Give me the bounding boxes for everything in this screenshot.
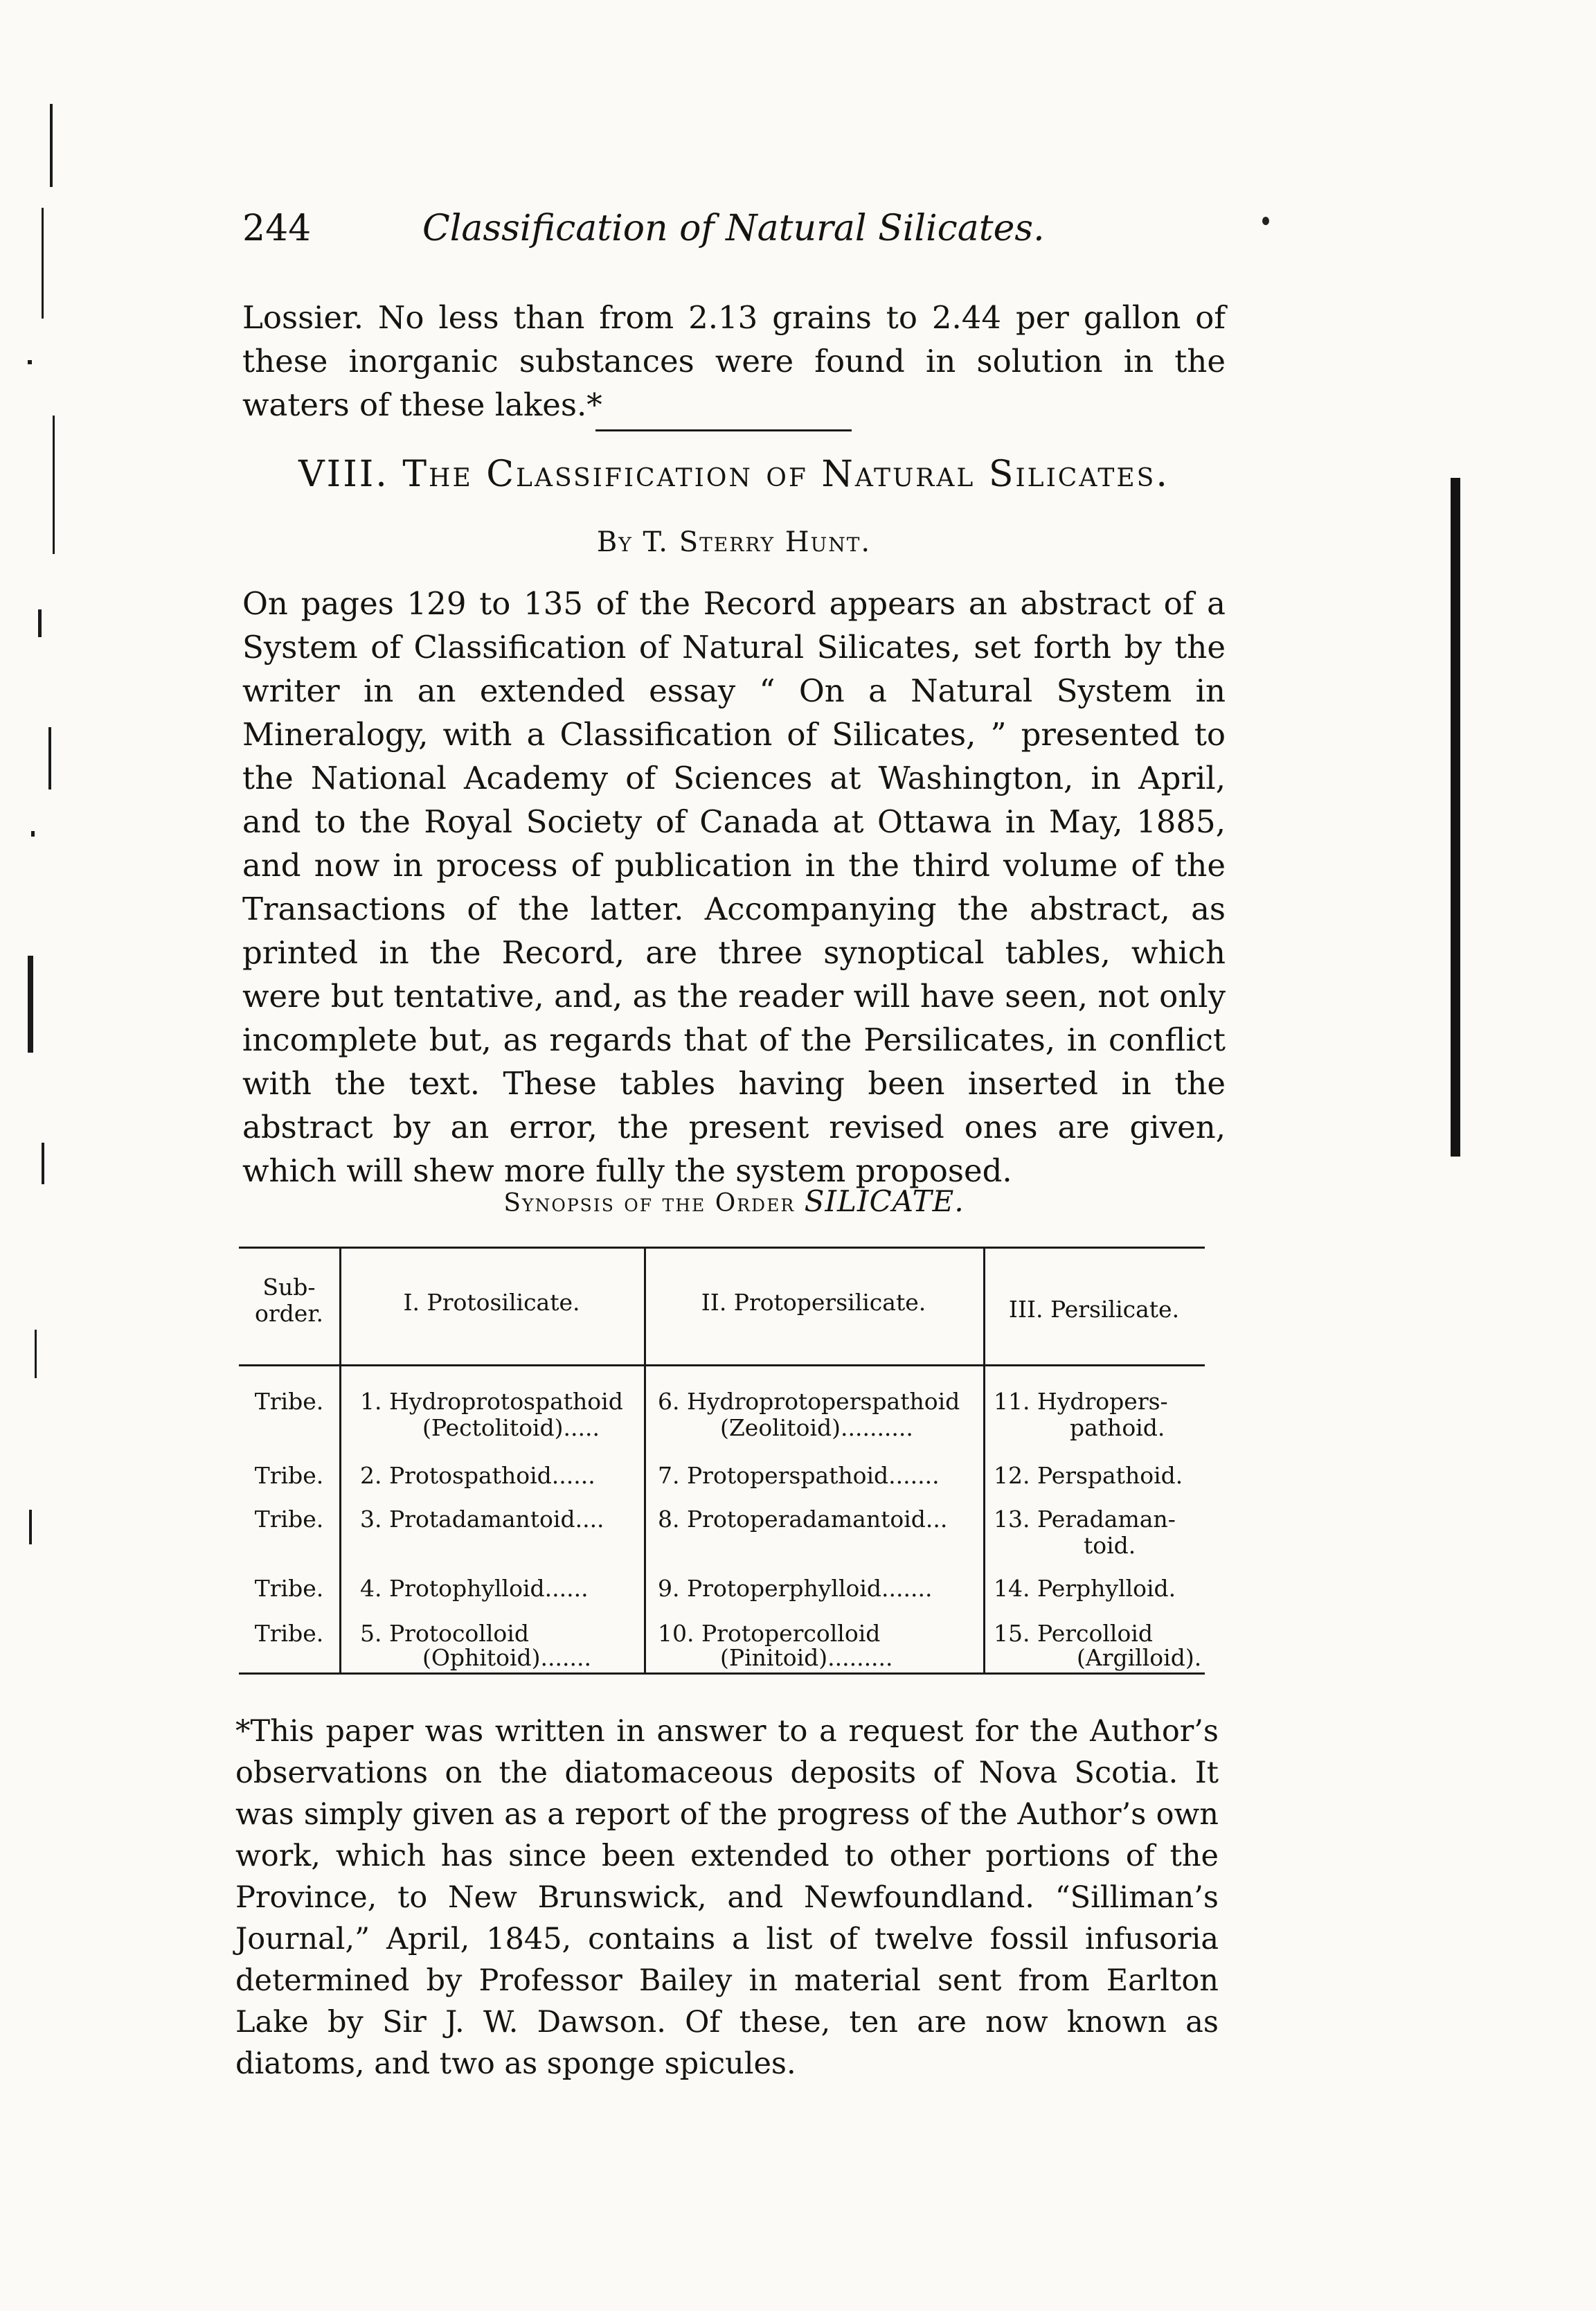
protosilicate-cell — [360, 1389, 623, 1441]
header-protosilicate: I. Protosilicate. — [403, 1289, 580, 1316]
persilicate-cell: 14. Perphylloid. — [994, 1575, 1176, 1602]
page-number: 244 — [242, 208, 312, 249]
protosilicate-cell: 3. Protadamantoid.... — [360, 1506, 604, 1533]
byline: By T. Sterry Hunt. — [596, 526, 872, 558]
persilicate-cell — [994, 1621, 1201, 1669]
persilicate-cell — [994, 1506, 1176, 1559]
header-protopersilicate: II. Protopersilicate. — [701, 1289, 926, 1316]
margin-bar — [1451, 478, 1460, 1157]
section-title: VIII. The Classification of Natural Silicates. — [298, 454, 1169, 495]
cell-subline: pathoid. — [1070, 1414, 1165, 1441]
cell-line: 6. Hydroprotoperspathoid — [658, 1388, 960, 1415]
synopsis-title — [242, 1184, 1226, 1218]
cell-line: 10. Protopercolloid — [658, 1620, 881, 1647]
row-label: Tribe. — [254, 1620, 324, 1647]
cell-subline: (Ophitoid)....... — [422, 1644, 591, 1671]
protopersilicate-cell: 8. Protoperadamantoid... — [658, 1506, 948, 1533]
header-persilicate: III. Persilicate. — [1008, 1296, 1180, 1323]
body-paragraph: On pages 129 to 135 of the Record appears an abstract of a System of Classification of Natural Silicates, set forth by the writer in an extended essay “ On a Natural System in Mineralogy, with a Classification of Silicates, ” presented to the National Academy of Sciences at Washington, in April, and to the Royal Society of Canada at Ottawa in May, 1885, and now in process of publication in the third volume of the Transactions of the latter. Accompanying the abstract, as printed in the Record, are three synoptical tables, which were but tentative, and, as the reader will have seen, not only incomplete but, as regards that of the Persilicates, in conflict with the text. These tables having been inserted in the abstract by an error, the present revised ones are given, which will shew more fully the system proposed. — [242, 585, 1226, 1189]
table-bottom-rule — [239, 1672, 1205, 1675]
cell-line: 11. Hydropers- — [994, 1388, 1168, 1415]
synopsis-table — [239, 1247, 1205, 1675]
protopersilicate-cell: 9. Protoperphylloid....... — [658, 1575, 933, 1602]
ink-dot — [1262, 217, 1269, 225]
running-title: Classification of Natural Silicates. — [422, 208, 1045, 249]
synopsis-title-order: SILICATE. — [804, 1184, 965, 1218]
synopsis-title-prefix: Synopsis of the Order — [503, 1189, 796, 1217]
row-label: Tribe. — [254, 1506, 324, 1533]
table-top-rule — [239, 1247, 1205, 1249]
protosilicate-cell — [360, 1621, 591, 1669]
persilicate-cell: 12. Perspathoid. — [994, 1462, 1183, 1489]
protopersilicate-cell: 7. Protoperspathoid....... — [658, 1462, 940, 1489]
cell-subline: toid. — [1084, 1532, 1136, 1559]
header-suborder-line1: Sub- — [262, 1274, 316, 1301]
protopersilicate-cell — [658, 1389, 960, 1441]
cell-line: 5. Protocolloid — [360, 1620, 529, 1647]
cell-subline: (Argilloid). — [1077, 1644, 1202, 1671]
row-label: Tribe. — [254, 1388, 324, 1415]
header-suborder-line2: order. — [255, 1300, 323, 1327]
protosilicate-cell: 4. Protophylloid...... — [360, 1575, 589, 1602]
separator-rule — [595, 429, 852, 431]
row-label: Tribe. — [254, 1462, 324, 1489]
cell-subline: (Pinitoid)......... — [720, 1644, 893, 1671]
cell-subline: (Zeolitoid).......... — [720, 1414, 913, 1441]
cell-line: 13. Peradaman- — [994, 1506, 1176, 1533]
protopersilicate-cell — [658, 1621, 893, 1669]
cell-subline: (Pectolitoid)..... — [422, 1414, 600, 1441]
footnote: *This paper was written in answer to a request for the Author’s observations on the diatomaceous deposits of Nova Scotia. It was simply given as a report of the progress of the Author’s own work, which has since been extended to other portions of the Province, to New Brunswick, and Newfoundland. “Silliman’s Journal,” April, 1845, contains a list of twelve fossil infusoria determined by Professor Bailey in material sent from Earlton Lake by Sir J. W. Dawson. Of these, ten are now known as diatoms, and two as sponge spicules. — [235, 1714, 1219, 2081]
intro-paragraph: Lossier. No less than from 2.13 grains to 2.44 per gallon of these inorganic substances were found in solution in the waters of these lakes.* — [242, 299, 1226, 423]
cell-line: 1. Hydroprotospathoid — [360, 1388, 623, 1415]
cell-line: 15. Percolloid — [994, 1620, 1154, 1647]
margin-specks — [0, 0, 83, 1524]
persilicate-cell — [994, 1389, 1168, 1441]
row-label: Tribe. — [254, 1575, 324, 1602]
protosilicate-cell: 2. Protospathoid...... — [360, 1462, 595, 1489]
header-suborder — [239, 1274, 339, 1327]
page-header — [242, 208, 1212, 270]
table-header-rule — [239, 1364, 1205, 1366]
